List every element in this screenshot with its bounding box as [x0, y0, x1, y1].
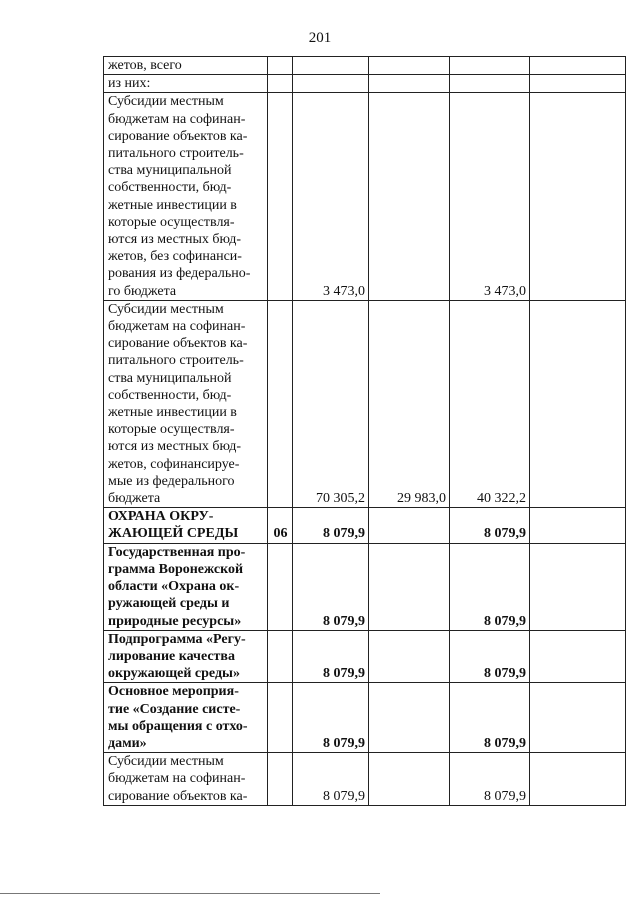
table-cell-total: 3 473,0	[293, 93, 369, 300]
table-cell-regional: 3 473,0	[450, 93, 530, 300]
table-row	[104, 683, 626, 753]
bottom-rule	[0, 893, 380, 894]
table-row	[104, 57, 626, 75]
row-name: из них:	[108, 76, 151, 92]
table-row	[104, 75, 626, 93]
table-cell-total: 8 079,9	[293, 753, 369, 806]
row-name: Основное мероприя- тие «Создание систе- мы обращения с отхо- дами»	[108, 684, 248, 751]
table-cell-total	[293, 57, 369, 75]
table-cell-extra	[530, 57, 626, 75]
table-cell-code: 06	[268, 508, 293, 543]
table-cell-name	[104, 300, 268, 507]
table-cell-extra	[530, 75, 626, 93]
table-cell-total	[293, 75, 369, 93]
table-cell-federal	[369, 75, 450, 93]
table-cell-code	[268, 683, 293, 753]
table-cell-total: 70 305,2	[293, 300, 369, 507]
table-cell-extra	[530, 93, 626, 300]
table-cell-code	[268, 57, 293, 75]
table-cell-regional: 8 079,9	[450, 630, 530, 683]
row-name: жетов, всего	[108, 58, 182, 73]
table-cell-total: 8 079,9	[293, 630, 369, 683]
table-cell-extra	[530, 543, 626, 630]
table-cell-regional: 8 079,9	[450, 508, 530, 543]
row-name: ОХРАНА ОКРУ- ЖАЮЩЕЙ СРЕДЫ	[108, 509, 239, 542]
table-cell-name	[104, 57, 268, 75]
page-number: 201	[308, 30, 332, 46]
table-cell-code	[268, 543, 293, 630]
table-cell-extra	[530, 683, 626, 753]
row-name: Субсидии местным бюджетам на софинан- сирование объектов ка- питального строитель- ства муниципальной собственности, бюд- жетные инвестиции в которые осуществля- ются из местных бюд- жетов, без софинанси- рования из федерально- го бюджета	[108, 94, 251, 299]
table-cell-federal	[369, 508, 450, 543]
table-cell-federal	[369, 57, 450, 75]
table-cell-name	[104, 543, 268, 630]
table-cell-extra	[530, 630, 626, 683]
table-cell-name	[104, 630, 268, 683]
table-cell-name	[104, 75, 268, 93]
table-cell-regional: 8 079,9	[450, 753, 530, 806]
table-cell-federal	[369, 683, 450, 753]
row-name: Субсидии местным бюджетам на софинан- сирование объектов ка- питального строитель- ства муниципальной собственности, бюд- жетные инвестиции в которые осуществля- ются из местных бюд- жетов, софинансируе- мые из федерального бюджета	[108, 301, 248, 507]
table-cell-total: 8 079,9	[293, 683, 369, 753]
table-cell-total: 8 079,9	[293, 543, 369, 630]
table-row	[104, 630, 626, 683]
table-cell-regional: 8 079,9	[450, 683, 530, 753]
table-cell-regional: 40 322,2	[450, 300, 530, 507]
table-cell-name	[104, 753, 268, 806]
table-row	[104, 508, 626, 543]
table-cell-federal	[369, 93, 450, 300]
table-cell-total: 8 079,9	[293, 508, 369, 543]
table-cell-regional	[450, 75, 530, 93]
row-name: Субсидии местным бюджетам на софинан- сирование объектов ка-	[108, 754, 248, 804]
table-cell-federal: 29 983,0	[369, 300, 450, 507]
row-name: Подпрограмма «Регу- лирование качества окружающей среды»	[108, 631, 246, 682]
table-row	[104, 300, 626, 507]
table-cell-code	[268, 93, 293, 300]
table-cell-federal	[369, 543, 450, 630]
table-row	[104, 543, 626, 630]
table-cell-code	[268, 75, 293, 93]
table-cell-extra	[530, 508, 626, 543]
table-cell-name	[104, 683, 268, 753]
budget-table-body	[104, 57, 626, 806]
table-cell-federal	[369, 753, 450, 806]
table-cell-code	[268, 300, 293, 507]
table-cell-name	[104, 508, 268, 543]
table-cell-regional: 8 079,9	[450, 543, 530, 630]
table-cell-code	[268, 630, 293, 683]
table-cell-extra	[530, 753, 626, 806]
budget-table	[103, 56, 626, 806]
table-cell-name	[104, 93, 268, 300]
table-cell-code	[268, 753, 293, 806]
table-cell-federal	[369, 630, 450, 683]
row-name: Государственная про- грамма Воронежской области «Охрана ок- ружающей среды и природные ресурсы»	[108, 544, 246, 629]
table-row	[104, 753, 626, 806]
table-cell-regional	[450, 57, 530, 75]
table-cell-extra	[530, 300, 626, 507]
table-row	[104, 93, 626, 300]
